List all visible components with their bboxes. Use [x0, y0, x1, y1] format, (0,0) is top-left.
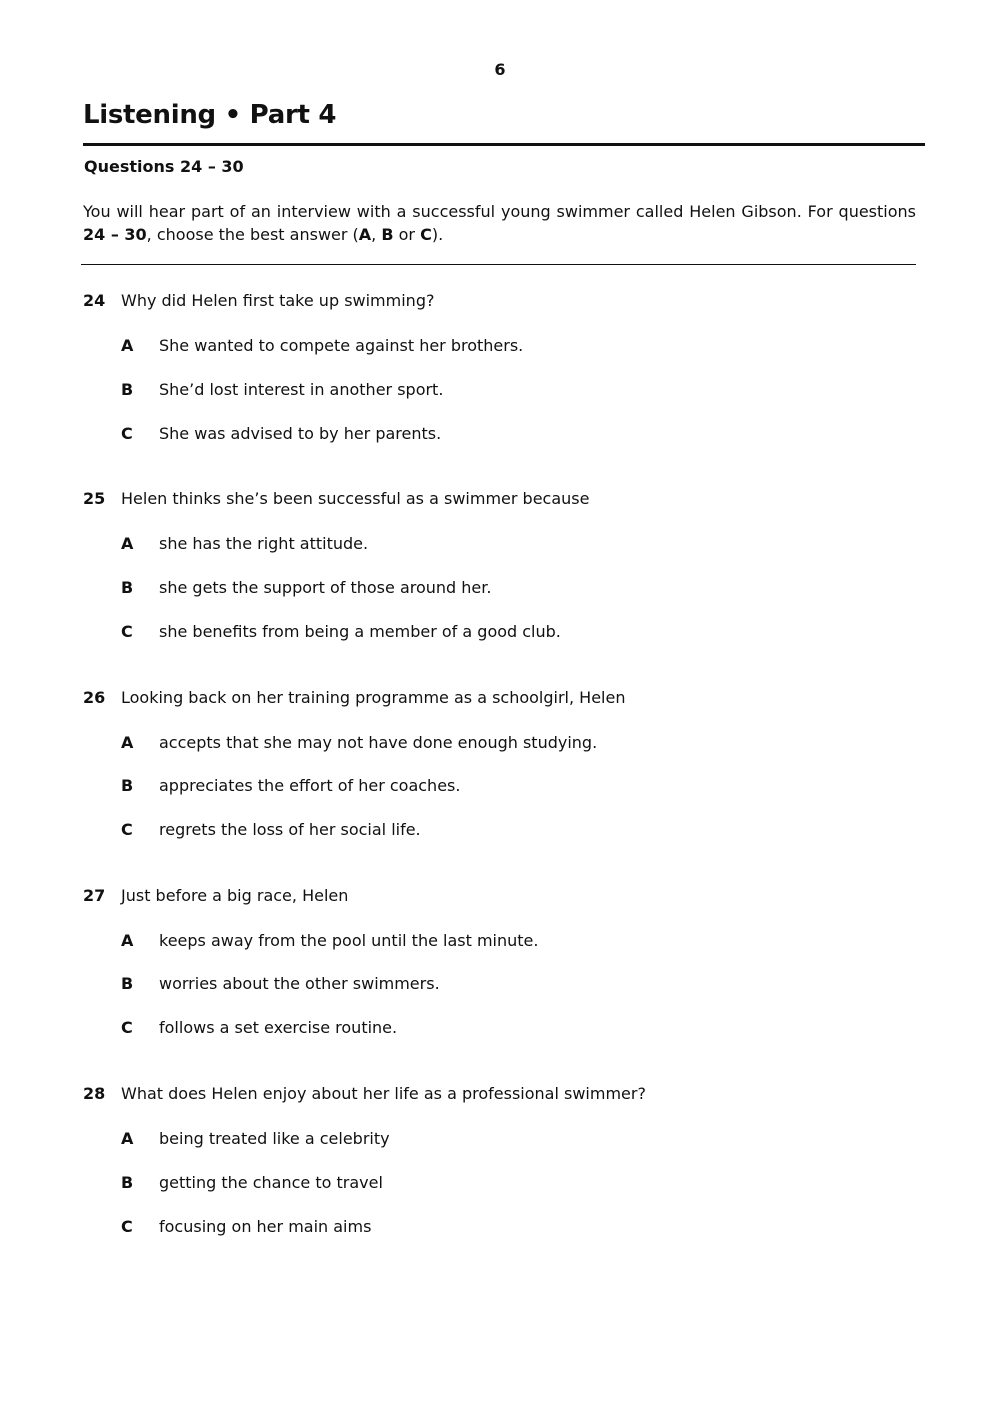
option-letter: C — [121, 1217, 133, 1236]
question-28 — [83, 1082, 913, 1236]
option-letter: B — [121, 974, 134, 993]
question-number: 25 — [83, 489, 106, 508]
option-letter: A — [121, 931, 134, 950]
question-26 — [83, 686, 913, 839]
option-letter: B — [121, 380, 134, 399]
question-25 — [83, 487, 913, 641]
option-text: worries about the other swimmers. — [159, 974, 440, 993]
instructions-divider — [81, 264, 916, 265]
question-stem — [83, 289, 913, 313]
option-27-a[interactable] — [121, 929, 538, 953]
option-text: she has the right attitude. — [159, 534, 369, 553]
question-number: 26 — [83, 688, 106, 707]
option-text: She was advised to by her parents. — [159, 424, 442, 443]
option-text: accepts that she may not have done enough studying. — [159, 733, 598, 752]
question-text: Why did Helen first take up swimming? — [121, 291, 435, 310]
instructions-end: ). — [431, 225, 444, 244]
option-26-b[interactable] — [121, 774, 460, 798]
option-text: getting the chance to travel — [159, 1173, 383, 1192]
option-27-c[interactable] — [121, 1016, 397, 1040]
instructions-letter-a: A — [358, 225, 372, 244]
option-24-a[interactable] — [121, 334, 523, 358]
question-number: 24 — [83, 291, 106, 310]
option-28-c[interactable] — [121, 1215, 371, 1239]
instructions — [83, 200, 916, 246]
instructions-letter-b: B — [381, 225, 394, 244]
option-letter: C — [121, 424, 133, 443]
option-text: follows a set exercise routine. — [159, 1018, 398, 1037]
instructions-sep-1: , — [371, 225, 382, 244]
question-24 — [83, 289, 913, 443]
question-text: What does Helen enjoy about her life as a professional swimmer? — [121, 1084, 646, 1103]
option-letter: B — [121, 1173, 134, 1192]
option-letter: A — [121, 1129, 134, 1148]
option-text: regrets the loss of her social life. — [159, 820, 421, 839]
option-letter: A — [121, 733, 134, 752]
instructions-text-2: , choose the best answer ( — [146, 225, 359, 244]
question-stem — [83, 884, 913, 908]
questions-heading: Questions 24 – 30 — [84, 157, 244, 176]
option-26-c[interactable] — [121, 818, 421, 842]
option-text: she gets the support of those around her. — [159, 578, 492, 597]
section-title: Listening • Part 4 — [83, 100, 337, 130]
option-letter: B — [121, 578, 134, 597]
question-stem — [83, 686, 913, 710]
question-stem — [83, 1082, 913, 1106]
option-letter: C — [121, 820, 133, 839]
question-text: Helen thinks she’s been successful as a swimmer because — [121, 489, 590, 508]
question-text: Just before a big race, Helen — [121, 886, 349, 905]
option-text: appreciates the effort of her coaches. — [159, 776, 461, 795]
option-27-b[interactable] — [121, 972, 440, 996]
option-26-a[interactable] — [121, 731, 597, 755]
question-27 — [83, 884, 913, 1037]
option-28-b[interactable] — [121, 1171, 383, 1195]
option-text: She’d lost interest in another sport. — [159, 380, 444, 399]
instructions-range: 24 – 30 — [83, 225, 147, 244]
option-text: focusing on her main aims — [159, 1217, 372, 1236]
option-letter: A — [121, 534, 134, 553]
option-text: keeps away from the pool until the last minute. — [159, 931, 539, 950]
instructions-sep-2: or — [393, 225, 421, 244]
option-24-b[interactable] — [121, 378, 443, 402]
option-24-c[interactable] — [121, 422, 441, 446]
page-number: 6 — [494, 60, 506, 79]
instructions-text: You will hear part of an interview with a successful young swimmer called Helen Gibson. For questions — [83, 202, 916, 221]
instructions-letter-c: C — [420, 225, 432, 244]
option-25-c[interactable] — [121, 620, 561, 644]
option-text: She wanted to compete against her brothers. — [159, 336, 524, 355]
question-number: 27 — [83, 886, 106, 905]
title-divider — [83, 143, 925, 146]
question-stem — [83, 487, 913, 511]
option-letter: C — [121, 622, 133, 641]
option-28-a[interactable] — [121, 1127, 390, 1151]
option-25-b[interactable] — [121, 576, 491, 600]
option-letter: C — [121, 1018, 133, 1037]
question-text: Looking back on her training programme as a schoolgirl, Helen — [121, 688, 626, 707]
option-text: being treated like a celebrity — [159, 1129, 390, 1148]
option-25-a[interactable] — [121, 532, 368, 556]
option-text: she benefits from being a member of a good club. — [159, 622, 561, 641]
question-number: 28 — [83, 1084, 106, 1103]
option-letter: A — [121, 336, 134, 355]
option-letter: B — [121, 776, 134, 795]
